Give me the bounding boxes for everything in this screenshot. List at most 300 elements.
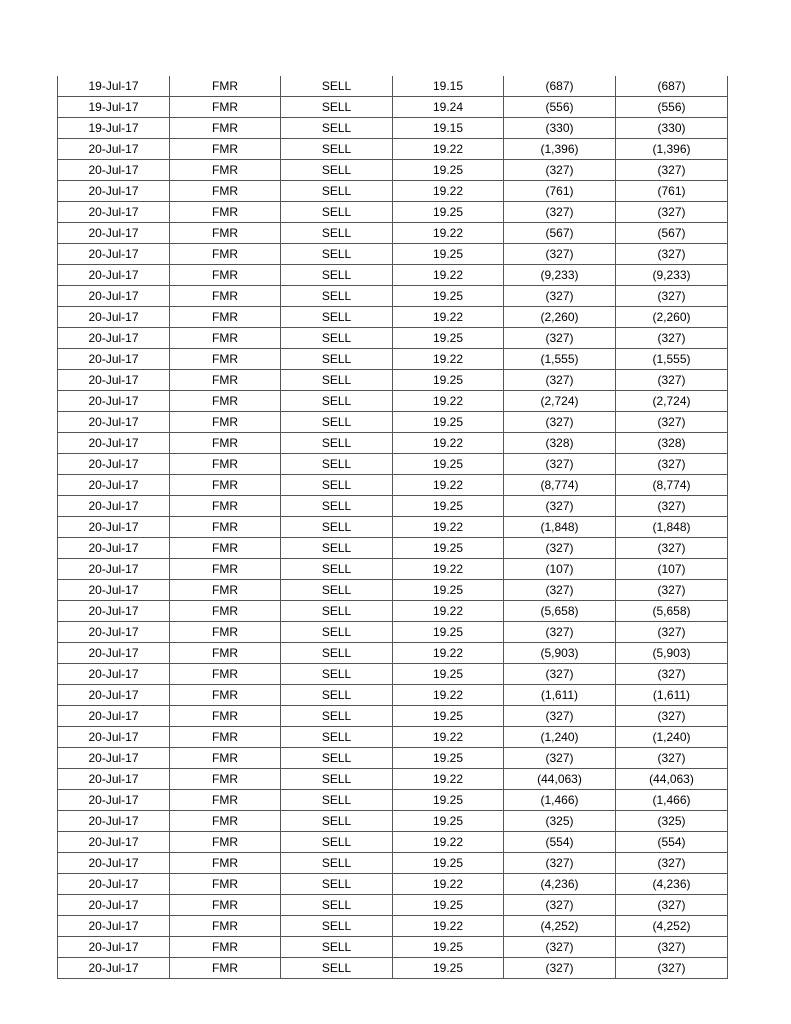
- net-cell: (107): [616, 559, 728, 580]
- price-cell: 19.25: [393, 664, 504, 685]
- quantity-cell: (9,233): [504, 265, 616, 286]
- table-row: [58, 307, 728, 328]
- quantity-cell: (327): [504, 370, 616, 391]
- price-cell: 19.25: [393, 454, 504, 475]
- table-row: [58, 895, 728, 916]
- action-cell: SELL: [281, 286, 393, 307]
- net-cell: (8,774): [616, 475, 728, 496]
- date-cell: 20-Jul-17: [58, 853, 170, 874]
- net-cell: (1,396): [616, 139, 728, 160]
- quantity-cell: (327): [504, 328, 616, 349]
- price-cell: 19.22: [393, 433, 504, 454]
- quantity-cell: (327): [504, 244, 616, 265]
- quantity-cell: (328): [504, 433, 616, 454]
- table-row: [58, 265, 728, 286]
- entity-cell: FMR: [170, 433, 281, 454]
- entity-cell: FMR: [170, 454, 281, 475]
- action-cell: SELL: [281, 97, 393, 118]
- date-cell: 20-Jul-17: [58, 958, 170, 979]
- price-cell: 19.22: [393, 832, 504, 853]
- price-cell: 19.22: [393, 349, 504, 370]
- entity-cell: FMR: [170, 370, 281, 391]
- date-cell: 20-Jul-17: [58, 895, 170, 916]
- action-cell: SELL: [281, 496, 393, 517]
- quantity-cell: (327): [504, 853, 616, 874]
- date-cell: 20-Jul-17: [58, 643, 170, 664]
- quantity-cell: (1,396): [504, 139, 616, 160]
- action-cell: SELL: [281, 958, 393, 979]
- table-row: [58, 706, 728, 727]
- quantity-cell: (327): [504, 706, 616, 727]
- price-cell: 19.22: [393, 601, 504, 622]
- table-row: [58, 433, 728, 454]
- entity-cell: FMR: [170, 853, 281, 874]
- action-cell: SELL: [281, 265, 393, 286]
- entity-cell: FMR: [170, 727, 281, 748]
- date-cell: 20-Jul-17: [58, 559, 170, 580]
- date-cell: 20-Jul-17: [58, 937, 170, 958]
- net-cell: (327): [616, 244, 728, 265]
- date-cell: 20-Jul-17: [58, 244, 170, 265]
- entity-cell: FMR: [170, 916, 281, 937]
- action-cell: SELL: [281, 139, 393, 160]
- entity-cell: FMR: [170, 937, 281, 958]
- entity-cell: FMR: [170, 601, 281, 622]
- entity-cell: FMR: [170, 496, 281, 517]
- price-cell: 19.22: [393, 517, 504, 538]
- price-cell: 19.22: [393, 391, 504, 412]
- quantity-cell: (567): [504, 223, 616, 244]
- entity-cell: FMR: [170, 160, 281, 181]
- quantity-cell: (327): [504, 664, 616, 685]
- action-cell: SELL: [281, 580, 393, 601]
- quantity-cell: (327): [504, 202, 616, 223]
- net-cell: (330): [616, 118, 728, 139]
- entity-cell: FMR: [170, 874, 281, 895]
- table-row: [58, 244, 728, 265]
- net-cell: (44,063): [616, 769, 728, 790]
- action-cell: SELL: [281, 895, 393, 916]
- action-cell: SELL: [281, 769, 393, 790]
- date-cell: 20-Jul-17: [58, 307, 170, 328]
- table-row: [58, 538, 728, 559]
- date-cell: 20-Jul-17: [58, 916, 170, 937]
- net-cell: (1,466): [616, 790, 728, 811]
- table-row: [58, 475, 728, 496]
- table-row: [58, 622, 728, 643]
- net-cell: (327): [616, 286, 728, 307]
- table-row: [58, 160, 728, 181]
- entity-cell: FMR: [170, 328, 281, 349]
- action-cell: SELL: [281, 223, 393, 244]
- date-cell: 20-Jul-17: [58, 601, 170, 622]
- table-row: [58, 937, 728, 958]
- entity-cell: FMR: [170, 202, 281, 223]
- table-row: [58, 685, 728, 706]
- entity-cell: FMR: [170, 832, 281, 853]
- date-cell: 20-Jul-17: [58, 328, 170, 349]
- action-cell: SELL: [281, 622, 393, 643]
- price-cell: 19.22: [393, 475, 504, 496]
- date-cell: 20-Jul-17: [58, 265, 170, 286]
- date-cell: 20-Jul-17: [58, 412, 170, 433]
- net-cell: (5,658): [616, 601, 728, 622]
- net-cell: (1,240): [616, 727, 728, 748]
- action-cell: SELL: [281, 202, 393, 223]
- action-cell: SELL: [281, 370, 393, 391]
- date-cell: 20-Jul-17: [58, 748, 170, 769]
- net-cell: (327): [616, 328, 728, 349]
- quantity-cell: (556): [504, 97, 616, 118]
- price-cell: 19.25: [393, 286, 504, 307]
- quantity-cell: (327): [504, 496, 616, 517]
- price-cell: 19.25: [393, 538, 504, 559]
- price-cell: 19.25: [393, 958, 504, 979]
- quantity-cell: (327): [504, 748, 616, 769]
- table-row: [58, 517, 728, 538]
- table-row: [58, 118, 728, 139]
- action-cell: SELL: [281, 832, 393, 853]
- quantity-cell: (5,903): [504, 643, 616, 664]
- action-cell: SELL: [281, 307, 393, 328]
- price-cell: 19.25: [393, 370, 504, 391]
- action-cell: SELL: [281, 538, 393, 559]
- price-cell: 19.25: [393, 895, 504, 916]
- net-cell: (327): [616, 853, 728, 874]
- price-cell: 19.25: [393, 496, 504, 517]
- entity-cell: FMR: [170, 958, 281, 979]
- table-row: [58, 769, 728, 790]
- table-row: [58, 664, 728, 685]
- action-cell: SELL: [281, 475, 393, 496]
- quantity-cell: (2,724): [504, 391, 616, 412]
- entity-cell: FMR: [170, 664, 281, 685]
- date-cell: 20-Jul-17: [58, 664, 170, 685]
- action-cell: SELL: [281, 601, 393, 622]
- entity-cell: FMR: [170, 223, 281, 244]
- action-cell: SELL: [281, 706, 393, 727]
- net-cell: (4,252): [616, 916, 728, 937]
- date-cell: 20-Jul-17: [58, 160, 170, 181]
- price-cell: 19.24: [393, 97, 504, 118]
- net-cell: (556): [616, 97, 728, 118]
- quantity-cell: (1,240): [504, 727, 616, 748]
- entity-cell: FMR: [170, 517, 281, 538]
- date-cell: 20-Jul-17: [58, 433, 170, 454]
- table-row: [58, 139, 728, 160]
- date-cell: 20-Jul-17: [58, 454, 170, 475]
- quantity-cell: (327): [504, 412, 616, 433]
- entity-cell: FMR: [170, 748, 281, 769]
- price-cell: 19.22: [393, 874, 504, 895]
- net-cell: (1,848): [616, 517, 728, 538]
- net-cell: (327): [616, 496, 728, 517]
- action-cell: SELL: [281, 433, 393, 454]
- table-row: [58, 76, 728, 97]
- action-cell: SELL: [281, 328, 393, 349]
- action-cell: SELL: [281, 748, 393, 769]
- date-cell: 20-Jul-17: [58, 475, 170, 496]
- date-cell: 20-Jul-17: [58, 706, 170, 727]
- quantity-cell: (5,658): [504, 601, 616, 622]
- net-cell: (327): [616, 160, 728, 181]
- quantity-cell: (8,774): [504, 475, 616, 496]
- net-cell: (327): [616, 622, 728, 643]
- date-cell: 20-Jul-17: [58, 685, 170, 706]
- date-cell: 20-Jul-17: [58, 874, 170, 895]
- action-cell: SELL: [281, 412, 393, 433]
- date-cell: 20-Jul-17: [58, 139, 170, 160]
- table-row: [58, 559, 728, 580]
- net-cell: (327): [616, 538, 728, 559]
- price-cell: 19.25: [393, 622, 504, 643]
- table-row: [58, 916, 728, 937]
- action-cell: SELL: [281, 559, 393, 580]
- action-cell: SELL: [281, 811, 393, 832]
- price-cell: 19.22: [393, 307, 504, 328]
- price-cell: 19.22: [393, 559, 504, 580]
- quantity-cell: (327): [504, 286, 616, 307]
- price-cell: 19.15: [393, 76, 504, 97]
- net-cell: (687): [616, 76, 728, 97]
- table-row: [58, 391, 728, 412]
- quantity-cell: (554): [504, 832, 616, 853]
- date-cell: 19-Jul-17: [58, 76, 170, 97]
- quantity-cell: (4,236): [504, 874, 616, 895]
- quantity-cell: (1,555): [504, 349, 616, 370]
- entity-cell: FMR: [170, 76, 281, 97]
- table-row: [58, 328, 728, 349]
- net-cell: (327): [616, 202, 728, 223]
- net-cell: (327): [616, 706, 728, 727]
- net-cell: (4,236): [616, 874, 728, 895]
- date-cell: 19-Jul-17: [58, 97, 170, 118]
- entity-cell: FMR: [170, 139, 281, 160]
- date-cell: 20-Jul-17: [58, 517, 170, 538]
- quantity-cell: (327): [504, 958, 616, 979]
- entity-cell: FMR: [170, 622, 281, 643]
- entity-cell: FMR: [170, 244, 281, 265]
- date-cell: 20-Jul-17: [58, 370, 170, 391]
- date-cell: 20-Jul-17: [58, 832, 170, 853]
- action-cell: SELL: [281, 916, 393, 937]
- date-cell: 20-Jul-17: [58, 790, 170, 811]
- quantity-cell: (325): [504, 811, 616, 832]
- price-cell: 19.25: [393, 412, 504, 433]
- net-cell: (328): [616, 433, 728, 454]
- price-cell: 19.22: [393, 727, 504, 748]
- transactions-table: [57, 76, 728, 979]
- table-row: [58, 454, 728, 475]
- price-cell: 19.22: [393, 685, 504, 706]
- entity-cell: FMR: [170, 790, 281, 811]
- quantity-cell: (4,252): [504, 916, 616, 937]
- price-cell: 19.22: [393, 769, 504, 790]
- table-row: [58, 370, 728, 391]
- table-row: [58, 832, 728, 853]
- table-row: [58, 97, 728, 118]
- price-cell: 19.22: [393, 916, 504, 937]
- action-cell: SELL: [281, 454, 393, 475]
- date-cell: 20-Jul-17: [58, 580, 170, 601]
- price-cell: 19.25: [393, 202, 504, 223]
- date-cell: 20-Jul-17: [58, 496, 170, 517]
- action-cell: SELL: [281, 391, 393, 412]
- entity-cell: FMR: [170, 475, 281, 496]
- net-cell: (327): [616, 664, 728, 685]
- net-cell: (554): [616, 832, 728, 853]
- action-cell: SELL: [281, 181, 393, 202]
- date-cell: 20-Jul-17: [58, 223, 170, 244]
- net-cell: (327): [616, 895, 728, 916]
- date-cell: 20-Jul-17: [58, 622, 170, 643]
- table-row: [58, 202, 728, 223]
- quantity-cell: (327): [504, 895, 616, 916]
- net-cell: (327): [616, 454, 728, 475]
- quantity-cell: (327): [504, 937, 616, 958]
- price-cell: 19.22: [393, 643, 504, 664]
- quantity-cell: (327): [504, 160, 616, 181]
- quantity-cell: (327): [504, 538, 616, 559]
- table-row: [58, 580, 728, 601]
- entity-cell: FMR: [170, 706, 281, 727]
- net-cell: (2,260): [616, 307, 728, 328]
- action-cell: SELL: [281, 349, 393, 370]
- date-cell: 20-Jul-17: [58, 769, 170, 790]
- net-cell: (327): [616, 580, 728, 601]
- entity-cell: FMR: [170, 412, 281, 433]
- net-cell: (327): [616, 958, 728, 979]
- quantity-cell: (330): [504, 118, 616, 139]
- action-cell: SELL: [281, 643, 393, 664]
- table-row: [58, 349, 728, 370]
- action-cell: SELL: [281, 874, 393, 895]
- entity-cell: FMR: [170, 580, 281, 601]
- quantity-cell: (761): [504, 181, 616, 202]
- price-cell: 19.15: [393, 118, 504, 139]
- table-row: [58, 412, 728, 433]
- net-cell: (327): [616, 937, 728, 958]
- entity-cell: FMR: [170, 643, 281, 664]
- table-row: [58, 748, 728, 769]
- table-row: [58, 286, 728, 307]
- net-cell: (9,233): [616, 265, 728, 286]
- price-cell: 19.22: [393, 139, 504, 160]
- quantity-cell: (687): [504, 76, 616, 97]
- entity-cell: FMR: [170, 349, 281, 370]
- price-cell: 19.25: [393, 160, 504, 181]
- action-cell: SELL: [281, 244, 393, 265]
- quantity-cell: (107): [504, 559, 616, 580]
- date-cell: 19-Jul-17: [58, 118, 170, 139]
- action-cell: SELL: [281, 937, 393, 958]
- price-cell: 19.25: [393, 328, 504, 349]
- action-cell: SELL: [281, 685, 393, 706]
- entity-cell: FMR: [170, 391, 281, 412]
- price-cell: 19.25: [393, 748, 504, 769]
- price-cell: 19.22: [393, 181, 504, 202]
- entity-cell: FMR: [170, 181, 281, 202]
- entity-cell: FMR: [170, 769, 281, 790]
- entity-cell: FMR: [170, 559, 281, 580]
- net-cell: (327): [616, 370, 728, 391]
- quantity-cell: (1,611): [504, 685, 616, 706]
- quantity-cell: (44,063): [504, 769, 616, 790]
- price-cell: 19.25: [393, 811, 504, 832]
- net-cell: (567): [616, 223, 728, 244]
- table-row: [58, 958, 728, 979]
- net-cell: (327): [616, 748, 728, 769]
- action-cell: SELL: [281, 118, 393, 139]
- net-cell: (325): [616, 811, 728, 832]
- transactions-table-body: [58, 76, 728, 979]
- net-cell: (1,611): [616, 685, 728, 706]
- price-cell: 19.22: [393, 265, 504, 286]
- action-cell: SELL: [281, 853, 393, 874]
- action-cell: SELL: [281, 727, 393, 748]
- action-cell: SELL: [281, 517, 393, 538]
- quantity-cell: (1,466): [504, 790, 616, 811]
- quantity-cell: (327): [504, 454, 616, 475]
- action-cell: SELL: [281, 160, 393, 181]
- table-row: [58, 223, 728, 244]
- table-row: [58, 643, 728, 664]
- entity-cell: FMR: [170, 265, 281, 286]
- entity-cell: FMR: [170, 895, 281, 916]
- date-cell: 20-Jul-17: [58, 286, 170, 307]
- table-row: [58, 811, 728, 832]
- net-cell: (327): [616, 412, 728, 433]
- date-cell: 20-Jul-17: [58, 181, 170, 202]
- date-cell: 20-Jul-17: [58, 202, 170, 223]
- price-cell: 19.22: [393, 223, 504, 244]
- table-row: [58, 727, 728, 748]
- price-cell: 19.25: [393, 937, 504, 958]
- price-cell: 19.25: [393, 706, 504, 727]
- quantity-cell: (327): [504, 580, 616, 601]
- table-row: [58, 601, 728, 622]
- date-cell: 20-Jul-17: [58, 727, 170, 748]
- entity-cell: FMR: [170, 118, 281, 139]
- date-cell: 20-Jul-17: [58, 349, 170, 370]
- quantity-cell: (2,260): [504, 307, 616, 328]
- table-row: [58, 181, 728, 202]
- table-row: [58, 790, 728, 811]
- entity-cell: FMR: [170, 286, 281, 307]
- net-cell: (5,903): [616, 643, 728, 664]
- action-cell: SELL: [281, 664, 393, 685]
- entity-cell: FMR: [170, 97, 281, 118]
- table-row: [58, 496, 728, 517]
- quantity-cell: (327): [504, 622, 616, 643]
- price-cell: 19.25: [393, 244, 504, 265]
- net-cell: (761): [616, 181, 728, 202]
- net-cell: (2,724): [616, 391, 728, 412]
- action-cell: SELL: [281, 790, 393, 811]
- price-cell: 19.25: [393, 580, 504, 601]
- quantity-cell: (1,848): [504, 517, 616, 538]
- entity-cell: FMR: [170, 307, 281, 328]
- entity-cell: FMR: [170, 685, 281, 706]
- table-row: [58, 874, 728, 895]
- date-cell: 20-Jul-17: [58, 811, 170, 832]
- entity-cell: FMR: [170, 538, 281, 559]
- date-cell: 20-Jul-17: [58, 538, 170, 559]
- table-row: [58, 853, 728, 874]
- date-cell: 20-Jul-17: [58, 391, 170, 412]
- entity-cell: FMR: [170, 811, 281, 832]
- price-cell: 19.25: [393, 853, 504, 874]
